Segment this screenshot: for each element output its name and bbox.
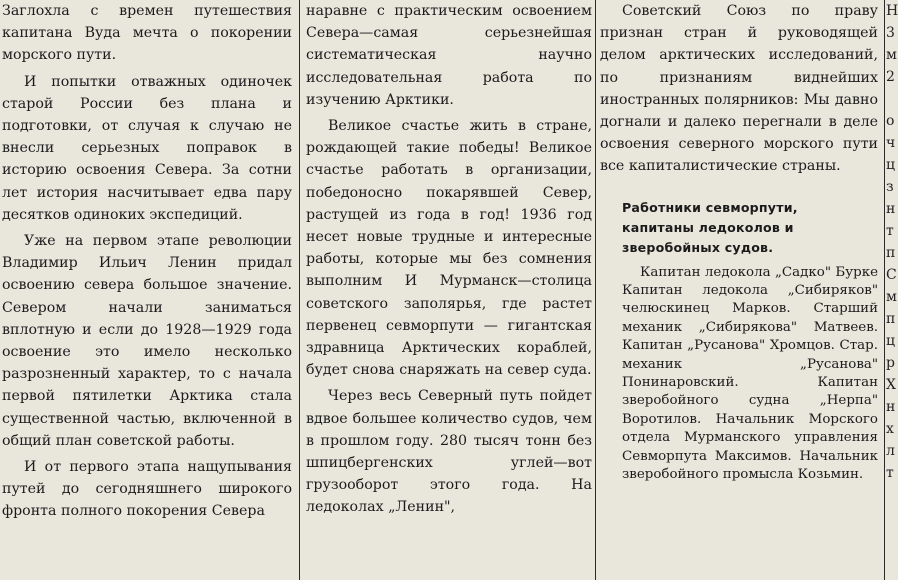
signatories-block [622, 264, 878, 485]
column-1 [2, 0, 292, 580]
edge-letter: С [886, 267, 897, 283]
edge-letter: з [886, 179, 894, 195]
edge-letter: Н [886, 3, 898, 19]
edge-letter: н [886, 399, 896, 415]
signatories-list: Капитан ледокола „Садко" Бурке Капитан ледокола „Сибиряков" челюскинец Марков. Старший механик „Сибирякова" Матвеев. Капитан „Русанова" Хромцов. Стар. механик „Русанова" Понинаровский. Капитан зверобойного судна „Нерпа" Воротилов. Начальник Морского отдела Мурманского управления Севморпута Максимов. Начальник зверобойного промысла Козьмин. [622, 264, 878, 483]
edge-letter: ц [886, 157, 896, 173]
column-divider [884, 0, 885, 580]
edge-letter: м [886, 289, 897, 305]
edge-letter: р [886, 355, 895, 371]
edge-letter: т [886, 465, 894, 481]
cropped-column-fragment [886, 0, 896, 580]
paragraph: Заглохла с времен путешествия капитана Вуда мечта о покорении морского пути. [2, 3, 292, 64]
edge-letter: т [886, 223, 894, 239]
paragraph: Уже на первом этапе революции Владимир Ильич Ленин придал освоению севера большое значение. Севером начали заниматься вплотную и если до 1928—1929 года освоение это имело несколько разрозненный характер, то с начала первой пятилетки Арктика стала существенной частью, включенной в общий план советской работы. [2, 233, 292, 449]
column-2 [306, 0, 592, 580]
paragraph: И от первого этапа нащупывания путей до сегодняшнего широкого фронта полного покорения Севера [2, 459, 292, 520]
edge-letter: ц [886, 333, 896, 349]
paragraph: наравне с практическим освоением Севера—самая серьезнейшая систематическая научно исследовательная работа по изучению Арктики. [306, 3, 592, 108]
column-divider [299, 0, 300, 580]
column-divider [595, 0, 596, 580]
edge-letter: 2 [886, 69, 895, 85]
edge-letter: ч [886, 135, 896, 151]
edge-letter [886, 88, 896, 110]
edge-letter: о [886, 113, 895, 129]
edge-letter: Х [886, 377, 896, 393]
column-3 [600, 0, 878, 580]
edge-letter: п [886, 245, 896, 261]
edge-letter: л [886, 443, 895, 459]
edge-letter: х [886, 421, 894, 437]
edge-letter: н [886, 201, 896, 217]
edge-letter: м [886, 47, 897, 63]
edge-letter: 3 [886, 25, 895, 41]
paragraph: Великое счастье жить в стране, рождающей такие победы! Великое счастье работать в организации, победоносно покарявшей Север, растущей из года в год! 1936 год несет новые трудные и интересные работы, которые мы без сомнения выполним И Мурманск—столица советского заполярья, где растет первенец севморпути — гигантская здравница Арктических кораблей, будет снова снаряжать на север суда. [306, 118, 592, 379]
paragraph: Советский Союз по праву признан стран й руководящей делом арктических исследований, по признаниям виднейших иностранных полярников: Мы давно догнали и далеко перегнали в деле освоения северного морского пути все капиталистические страны. [600, 3, 878, 175]
paragraph: И попытки отважных одиночек старой России без плана и подготовки, от случая к случаю не внесли серьезных поправок в историю освоения Севера. За сотни лет история насчитывает едва пару десятков одиноких экспедиций. [2, 73, 292, 223]
paragraph: Через весь Северный путь пойдет вдвое большее количество судов, чем в прошлом году. 280 тысяч тонн без шпицбергенских углей—вот грузооборот этого года. На ледоколах „Ленин", [306, 388, 592, 516]
edge-letter: п [886, 311, 896, 327]
signatories-heading: Работники севморпути, капитаны ледоколов и зверобойных судов. [622, 199, 798, 255]
